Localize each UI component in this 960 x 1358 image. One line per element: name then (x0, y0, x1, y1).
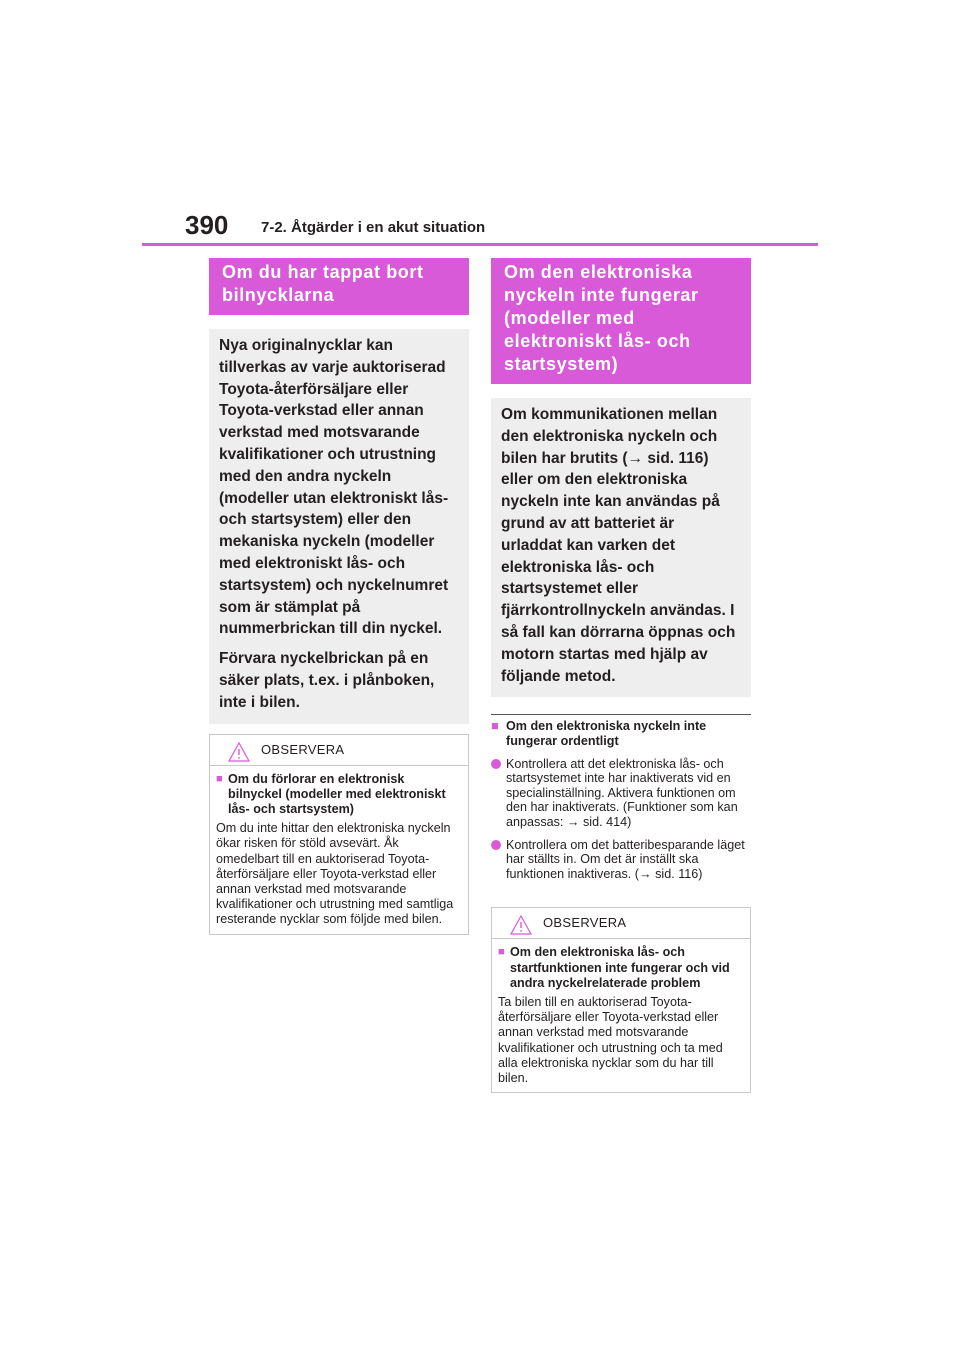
square-bullet-icon: ■ (491, 719, 499, 734)
notice-text: Om du inte hittar den elektroniska nyckeln ökar risken för stöld avsevärt. Åk omedelbart till en auktoriserad Toyota-återförsäljare eller Toyota-verkstad eller annan verkstad med motsvarande kvalifikationer och utrustning med samtliga resterande nycklar som följde med bilen. (216, 821, 454, 927)
warning-triangle-icon (228, 742, 250, 762)
key-not-working-info-box (491, 398, 751, 697)
notice-text: Ta bilen till en auktoriserad Toyota-återförsäljare eller Toyota-verkstad eller annan verkstad med motsvarande kvalifikationer och utrustning och ta med alla elektroniska nycklar som du har till bilen. (498, 994, 723, 1085)
notice-bullet-text: Om du förlorar en elektronisk bilnyckel (modeller med elektroniskt lås- och startsystem) (228, 771, 446, 816)
notice-title: OBSERVERA (543, 915, 627, 931)
info-paragraph: Förvara nyckelbrickan på en säker plats, t.ex. i plånboken, inte i bilen. (219, 650, 435, 711)
square-bullet-icon: ■ (216, 772, 223, 785)
lost-keys-info-box (209, 329, 469, 724)
notice-header (492, 908, 750, 939)
sub-heading-text: Om den elektroniska nyckeln inte fungerar ordentligt (506, 719, 707, 748)
round-bullet-icon (491, 757, 506, 830)
notice-box (491, 907, 751, 1093)
key-not-working-heading: Om den elektroniska nyckeln inte fungerar (modeller med elektroniskt lås- och startsystem) (491, 258, 751, 384)
notice-body (492, 939, 750, 1092)
notice-header (210, 735, 468, 766)
list-item (491, 757, 751, 830)
section-title: 7-2. Åtgärder i en akut situation (261, 219, 486, 236)
page-header (0, 0, 960, 250)
notice-box (209, 734, 469, 935)
list-item-text: Kontrollera att det elektroniska lås- och startsystemet inte har inaktiverats vid en specialinställning. Aktivera funktionen om den har inaktiverats. (Funktioner som kan anpassas: → sid. 414) (506, 756, 738, 829)
list-item-text: Kontrollera om det batteribesparande läget har ställts in. Om det är inställt ska funktionen inaktiveras. (→ sid. 116) (506, 837, 745, 881)
notice-body (210, 766, 468, 934)
sub-heading (491, 719, 751, 748)
info-paragraph: Om kommunikationen mellan den elektroniska nyckeln och bilen har brutits (→ sid. 116) eller om den elektroniska nyckeln inte kan användas på grund av att batteriet är urladdat kan varken det elektroniska lås- och startsystemet eller fjärrkontrollnyckeln användas. I så fall kan dörrarna öppnas och motorn startas med hjälp av följande metod. (501, 406, 736, 685)
page-number: 390 (185, 210, 229, 240)
list-item (491, 838, 751, 882)
notice-bullet-title (498, 945, 742, 991)
notice-bullet-title (216, 772, 460, 818)
info-paragraph: Nya originalnycklar kan tillverkas av varje auktoriserad Toyota-återförsäljare eller Toyota-verkstad eller annan verkstad med motsvarande kvalifikationer och utrustning med den andra nyckeln (modeller utan elektroniskt lås- och startsystem) eller den mekaniska nyckeln (modeller med elektroniskt lås- och startsystem) och nyckelnumret som är stämplat på nummerbrickan till din nyckel. (219, 337, 449, 638)
warning-triangle-icon (510, 915, 532, 935)
notice-title: OBSERVERA (261, 741, 345, 757)
left-column (209, 258, 469, 935)
round-bullet-icon (491, 838, 506, 882)
right-column (491, 258, 751, 1093)
lost-keys-heading: Om du har tappat bort bilnycklarna (209, 258, 469, 315)
header-divider (142, 243, 818, 246)
square-bullet-icon: ■ (498, 946, 505, 959)
notice-bullet-text: Om den elektroniska lås- och startfunktionen inte fungerar och vid andra nyckelrelaterade problem (510, 945, 730, 990)
sub-section-divider (491, 714, 751, 715)
